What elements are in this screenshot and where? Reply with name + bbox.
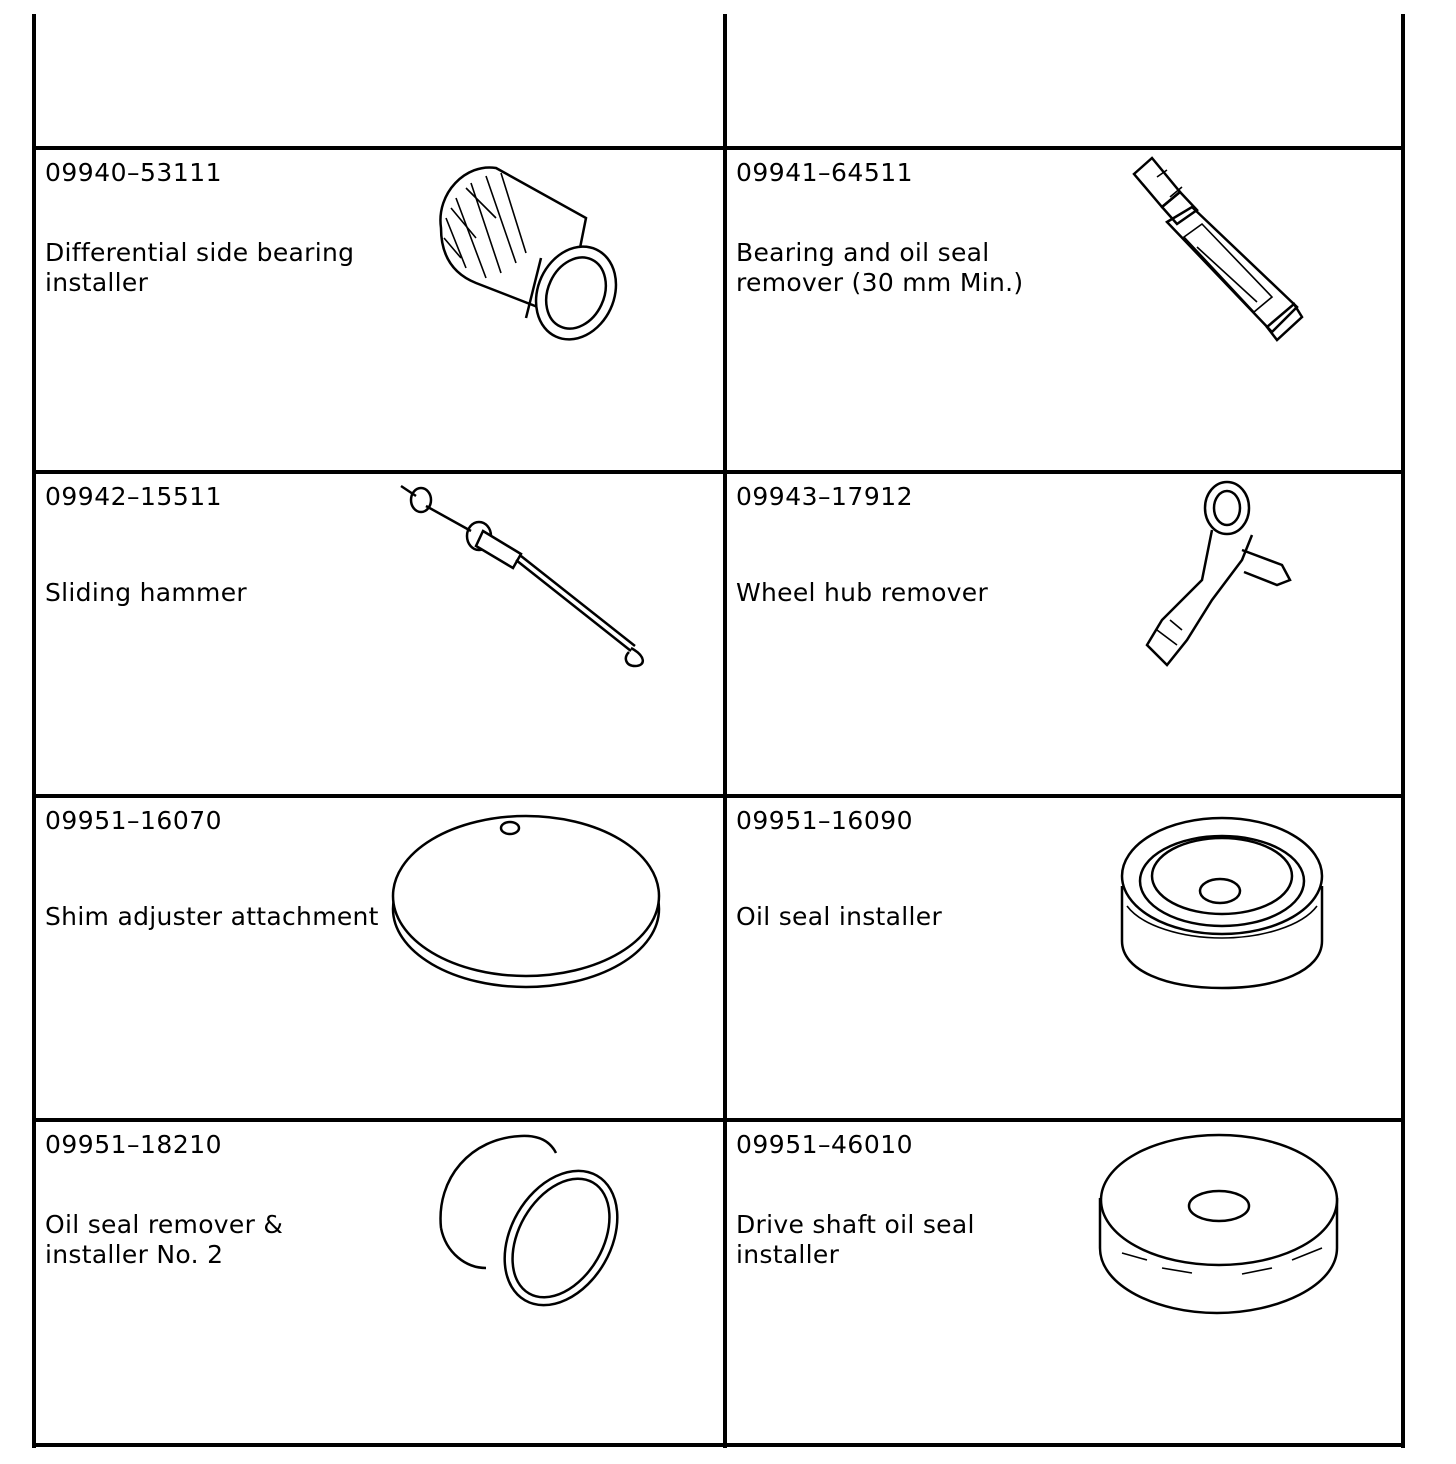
sliding-hammer-icon [391, 476, 661, 676]
shim-attachment-icon [388, 804, 668, 994]
part-number: 09942–15511 [45, 482, 223, 511]
hub-remover-icon [1132, 480, 1297, 675]
tool-name: Shim adjuster attachment [45, 902, 379, 931]
tool-cell [727, 1122, 1401, 1443]
tool-name: Drive shaft oil seal installer [736, 1210, 975, 1269]
tool-name: Sliding hammer [45, 578, 247, 607]
tool-cell [36, 474, 723, 794]
part-number: 09951–46010 [736, 1130, 914, 1159]
tool-cell [727, 798, 1401, 1118]
seal-remover-installer-icon [431, 1128, 626, 1318]
tool-name: Differential side bearing installer [45, 238, 355, 297]
oil-seal-installer-icon [1112, 806, 1342, 996]
table-right-border [1401, 14, 1405, 1448]
part-number: 09951–16070 [45, 806, 223, 835]
bearing-installer-icon [426, 158, 626, 343]
tool-cell [36, 150, 723, 470]
table-bottom-border [32, 1443, 1405, 1447]
tool-cell [727, 150, 1401, 470]
part-number: 09943–17912 [736, 482, 914, 511]
part-number: 09951–16090 [736, 806, 914, 835]
tool-cell [727, 474, 1401, 794]
seal-remover-icon [1122, 152, 1312, 347]
tool-cell [36, 1122, 723, 1443]
tool-cell [36, 798, 723, 1118]
tool-name: Oil seal remover & installer No. 2 [45, 1210, 284, 1269]
part-number: 09941–64511 [736, 158, 914, 187]
tool-name: Oil seal installer [736, 902, 943, 931]
part-number: 09951–18210 [45, 1130, 223, 1159]
tool-name: Wheel hub remover [736, 578, 989, 607]
drive-shaft-seal-installer-icon [1092, 1128, 1347, 1318]
part-number: 09940–53111 [45, 158, 223, 187]
tool-name: Bearing and oil seal remover (30 mm Min.) [736, 238, 1024, 297]
